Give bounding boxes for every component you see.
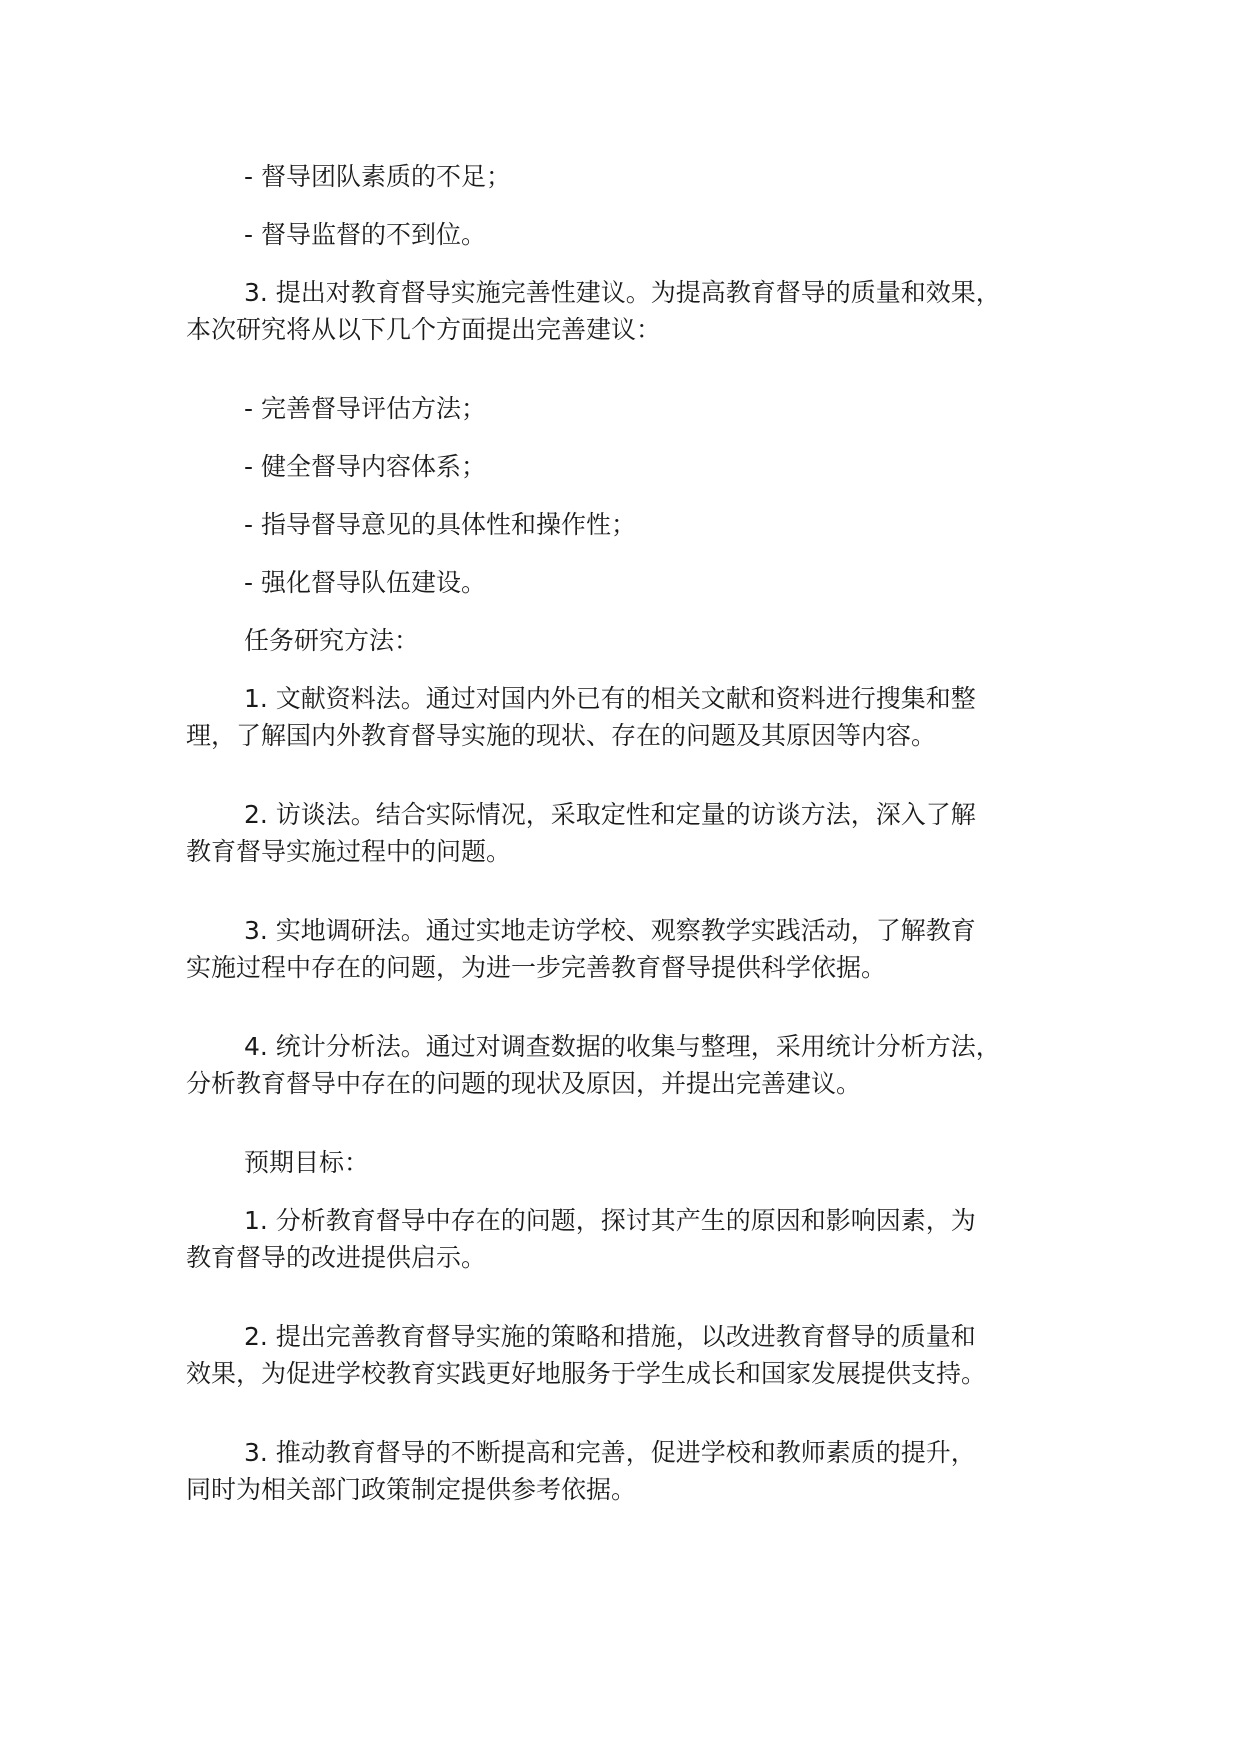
text-line: 任务研究方法： (244, 626, 420, 655)
text-line: - 强化督导队伍建设。 (244, 568, 486, 597)
text-line: 2. 提出完善教育督导实施的策略和措施，以改进教育督导的质量和 (244, 1322, 976, 1351)
text-line: 预期目标： (244, 1148, 370, 1177)
text-line: 教育督导的改进提供启示。 (186, 1243, 487, 1272)
text-line: - 督导监督的不到位。 (244, 220, 486, 249)
bullet-item (186, 564, 1086, 601)
text-line: 效果，为促进学校教育实践更好地服务于学生成长和国家发展提供支持。 (186, 1359, 987, 1388)
bullet-item (186, 216, 1086, 253)
bullet-item (186, 390, 1086, 427)
text-line: 4. 统计分析法。通过对调查数据的收集与整理，采用统计分析方法， (244, 1032, 1001, 1061)
numbered-paragraph (186, 274, 1086, 348)
text-line: 3. 推动教育督导的不断提高和完善，促进学校和教师素质的提升， (244, 1438, 976, 1467)
text-line: - 指导督导意见的具体性和操作性； (244, 510, 636, 539)
text-line: 本次研究将从以下几个方面提出完善建议： (186, 315, 662, 344)
numbered-paragraph (186, 1434, 1086, 1508)
text-line: 同时为相关部门政策制定提供参考依据。 (186, 1475, 637, 1504)
text-line: - 完善督导评估方法； (244, 394, 486, 423)
text-line: 1. 文献资料法。通过对国内外已有的相关文献和资料进行搜集和整 (244, 684, 976, 713)
bullet-item (186, 506, 1086, 543)
text-line: 2. 访谈法。结合实际情况，采取定性和定量的访谈方法，深入了解 (244, 800, 976, 829)
numbered-paragraph (186, 796, 1086, 870)
numbered-paragraph (186, 680, 1086, 754)
text-line: 3. 提出对教育督导实施完善性建议。为提高教育督导的质量和效果， (244, 278, 1001, 307)
numbered-paragraph (186, 1202, 1086, 1276)
text-line: 教育督导实施过程中的问题。 (186, 837, 512, 866)
bullet-item (186, 448, 1086, 485)
numbered-paragraph (186, 1028, 1086, 1102)
text-line: - 健全督导内容体系； (244, 452, 486, 481)
text-line: 1. 分析教育督导中存在的问题，探讨其产生的原因和影响因素，为 (244, 1206, 976, 1235)
text-line: 理，了解国内外教育督导实施的现状、存在的问题及其原因等内容。 (186, 721, 937, 750)
text-line: 分析教育督导中存在的问题的现状及原因，并提出完善建议。 (186, 1069, 862, 1098)
bullet-item (186, 158, 1086, 195)
section-heading (186, 622, 1086, 659)
numbered-paragraph (186, 1318, 1086, 1392)
text-line: - 督导团队素质的不足； (244, 162, 511, 191)
numbered-paragraph (186, 912, 1086, 986)
text-line: 实施过程中存在的问题，为进一步完善教育督导提供科学依据。 (186, 953, 887, 982)
text-line: 3. 实地调研法。通过实地走访学校、观察教学实践活动，了解教育 (244, 916, 976, 945)
section-heading (186, 1144, 1086, 1181)
